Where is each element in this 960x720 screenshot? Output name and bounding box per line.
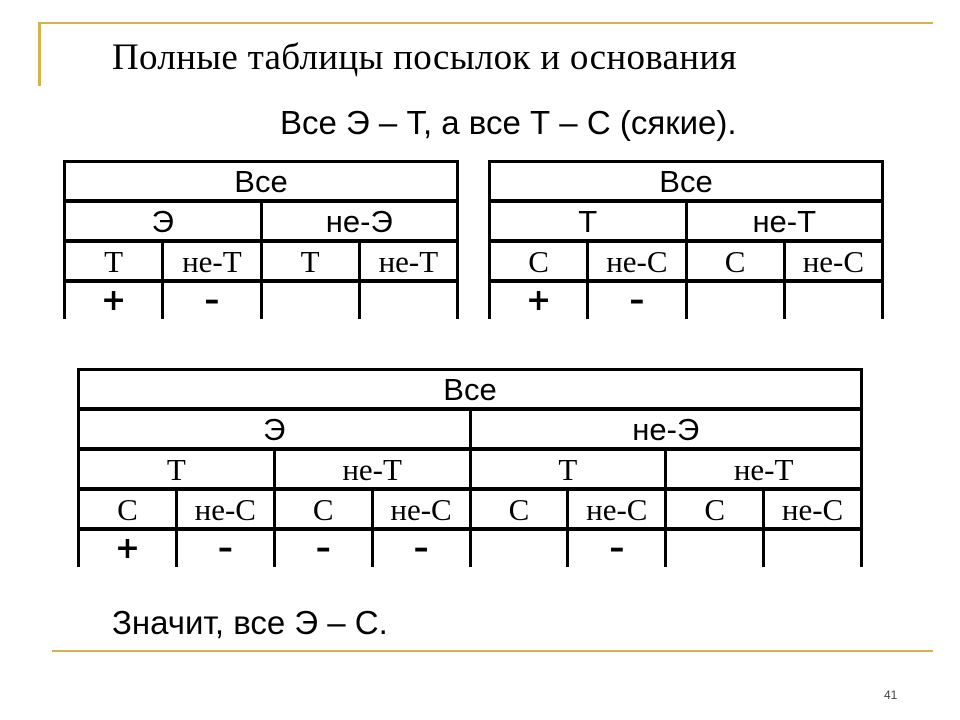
table-cell: не-С [568,489,666,529]
page-number: 41 [884,688,898,702]
table-cell: не-Т [666,449,862,489]
table-row [490,162,883,202]
table-cell: не-С [764,489,862,529]
table-row [490,241,883,281]
table-cell: Т [261,241,359,281]
table-row [79,489,862,529]
table-cell: не-С [372,489,470,529]
table-cell: не-Т [274,449,470,489]
table-cell: не-Э [261,201,458,241]
table-cell: – [176,529,274,567]
table-premise-left [63,160,459,319]
accent-top-rule [38,22,933,24]
table-cell: С [490,241,588,281]
table-cell: С [470,489,568,529]
table-cell-all: Все [490,162,883,202]
table-cell: – [274,529,372,567]
table-cell: + [79,529,177,567]
table-cell: С [274,489,372,529]
table-cell: Т [470,449,666,489]
table-row [79,529,862,567]
table-cell: + [65,281,163,319]
table-cell [784,281,882,319]
table-cell [666,529,764,567]
table-cell: С [666,489,764,529]
table-cell: не-Э [470,409,862,449]
table-cell: – [372,529,470,567]
premise-text: Все Э – Т, а все Т – С (сякие). [280,104,737,141]
table-cell: не-С [784,241,882,281]
accent-vertical-bar [38,22,41,86]
table-cell: не-С [176,489,274,529]
conclusion-text: Значит, все Э – С. [112,604,388,641]
table-cell [359,281,457,319]
table-row [79,370,862,410]
table-cell [470,529,568,567]
slide-title: Полные таблицы посылок и основания [112,37,737,78]
table-cell [261,281,359,319]
table-cell [686,281,784,319]
table-row [65,281,458,319]
table-cell: Э [79,409,471,449]
table-cell: – [568,529,666,567]
table-cell: не-Т [359,241,457,281]
table-row [490,201,883,241]
table-row [65,241,458,281]
table-cell: Э [65,201,262,241]
accent-bottom-rule [52,650,933,652]
table-cell: Т [65,241,163,281]
table-cell-all: Все [79,370,862,410]
table-cell [764,529,862,567]
table-cell: не-С [588,241,686,281]
table-cell: Т [79,449,275,489]
table-cell: Т [490,201,687,241]
table-cell: – [163,281,261,319]
table-cell-all: Все [65,162,458,202]
table-row [65,201,458,241]
table-cell: не-Т [163,241,261,281]
table-cell: – [588,281,686,319]
table-conclusion [77,368,863,567]
table-row [65,162,458,202]
table-cell: + [490,281,588,319]
table-cell: не-Т [686,201,883,241]
table-row [79,409,862,449]
table-cell: С [686,241,784,281]
table-row [490,281,883,319]
table-cell: С [79,489,177,529]
table-row [79,449,862,489]
table-premise-right [488,160,884,319]
